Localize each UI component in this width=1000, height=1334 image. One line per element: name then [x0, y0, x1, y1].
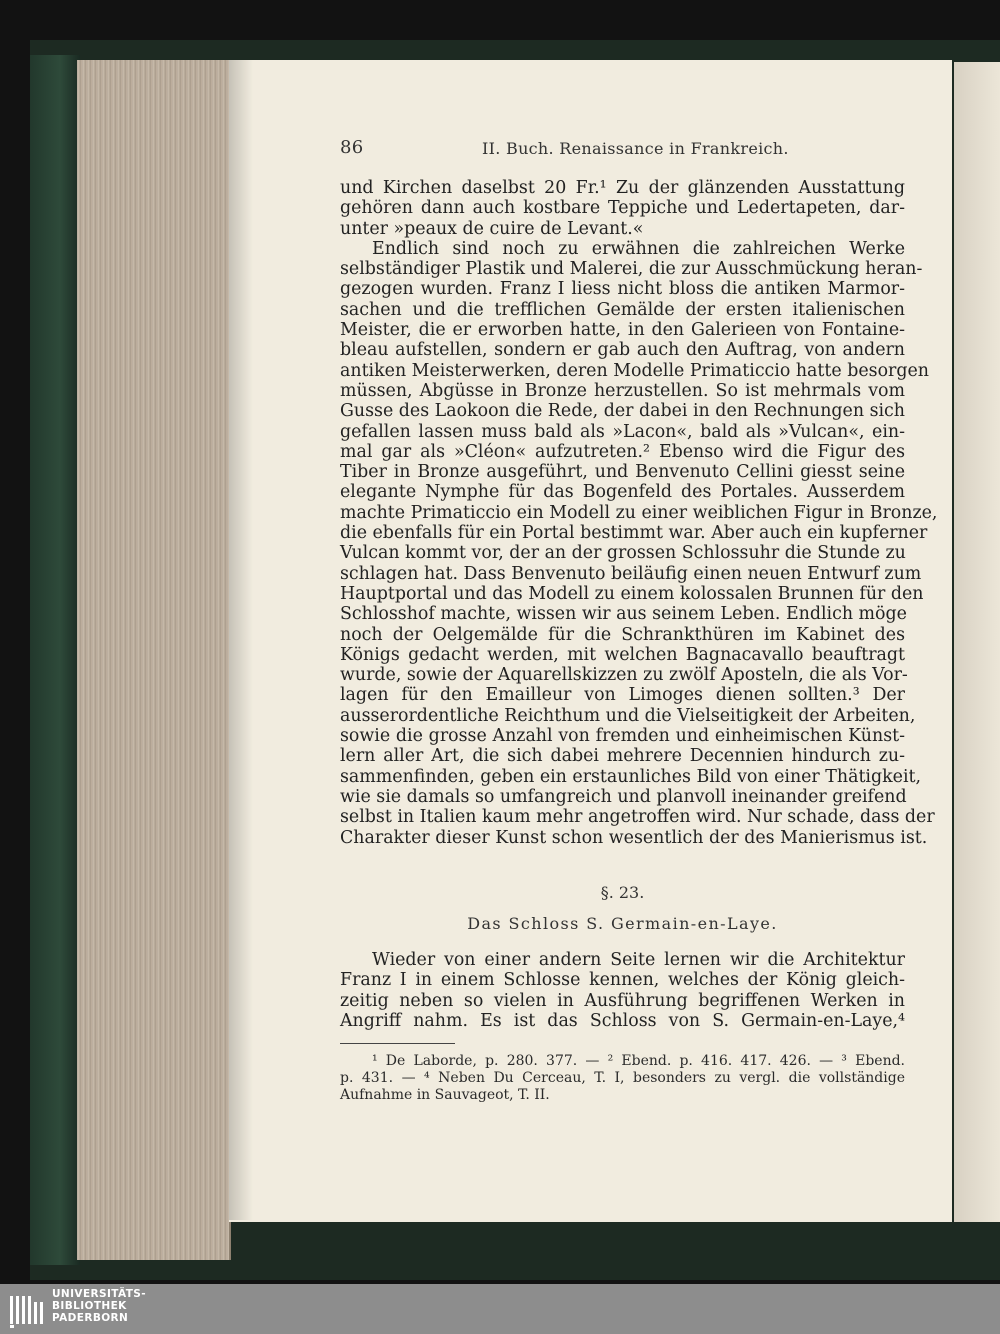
facing-page-edge — [954, 62, 1000, 1222]
page-number: 86 — [340, 137, 364, 158]
library-name-line: BIBLIOTHEK — [52, 1300, 127, 1312]
text-line: lagen für den Emailleur von Limoges dienen sollten.³ Der — [340, 685, 905, 706]
footnote-line: p. 431. — ⁴ Neben Du Cerceau, T. I, besonders zu vergl. die vollständige — [340, 1070, 905, 1086]
text-line: bleau aufstellen, sondern er gab auch den Auftrag, von andern — [340, 340, 905, 361]
text-line: Wieder von einer andern Seite lernen wir die Architektur — [372, 950, 905, 970]
text-line: Meister, die er erworben hatte, in den Galerieen von Fontaine- — [340, 320, 905, 341]
text-line: gezogen wurden. Franz I liess nicht bloss die antiken Marmor- — [340, 279, 905, 300]
text-line: lern aller Art, die sich dabei mehrere Decennien hindurch zu- — [340, 746, 905, 767]
footnote-line: ¹ De Laborde, p. 280. 377. — ² Ebend. p. 416. 417. 426. — ³ Ebend. — [372, 1053, 905, 1069]
text-line: und Kirchen daselbst 20 Fr.¹ Zu der glänzenden Ausstattung — [340, 178, 905, 198]
text-line: müssen, Abgüsse in Bronze herzustellen. So ist mehrmals vom — [340, 380, 905, 401]
text-line: die ebenfalls für ein Portal bestimmt war. Aber auch ein kupferner — [340, 523, 928, 544]
text-line: gefallen lassen muss bald als »Lacon«, bald als »Vulcan«, ein- — [340, 421, 905, 442]
text-line: Vulcan kommt vor, der an der grossen Schlossuhr die Stunde zu — [340, 543, 906, 564]
text-line: selbständiger Plastik und Malerei, die zur Ausschmückung heran- — [340, 259, 923, 280]
text-line: noch der Oelgemälde für die Schrankthüren im Kabinet des — [340, 624, 905, 645]
body-text — [340, 178, 938, 848]
section-number: §. 23. — [600, 883, 645, 902]
library-name-line: UNIVERSITÄTS- — [52, 1288, 147, 1300]
text-line: antiken Meisterwerken, deren Modelle Primaticcio hatte besorgen — [340, 360, 929, 381]
text-line: unter »peaux de cuire de Levant.« — [340, 218, 644, 239]
text-line: Charakter dieser Kunst schon wesentlich der des Manierismus ist. — [340, 827, 928, 848]
text-line: elegante Nymphe für das Bogenfeld des Portales. Ausserdem — [340, 482, 905, 503]
section-body-text — [340, 950, 905, 1031]
text-line: Schlosshof machte, wissen wir aus seinem Leben. Endlich möge — [340, 604, 907, 625]
running-head — [340, 137, 905, 163]
text-line: Angriff nahm. Es ist das Schloss von S. Germain-en-Laye,⁴ — [340, 1010, 905, 1031]
text-line: wurde, sowie der Aquarellskizzen zu zwölf Aposteln, die als Vor- — [340, 665, 908, 686]
text-line: Gusse des Laokoon die Rede, der dabei in den Rechnungen sich — [340, 401, 905, 422]
text-line: wie sie damals so umfangreich und planvoll ineinander greifend — [340, 786, 907, 807]
library-name — [52, 1288, 146, 1324]
text-line: schlagen hat. Dass Benvenuto beiläufig einen neuen Entwurf zum — [340, 563, 922, 584]
library-name-line: PADERBORN — [52, 1312, 129, 1324]
library-barcode-icon — [8, 1292, 46, 1328]
text-line: Hauptportal und das Modell zu einem kolossalen Brunnen für den — [340, 583, 924, 604]
text-line: sammenfinden, geben ein erstaunliches Bild von einer Thätigkeit, — [340, 766, 922, 787]
text-line: Tiber in Bronze ausgeführt, und Benvenuto Cellini giesst seine — [340, 462, 905, 483]
footnotes — [340, 1053, 905, 1104]
text-line: mal gar als »Cléon« aufzutreten.² Ebenso wird die Figur des — [340, 441, 905, 462]
text-line: Endlich sind noch zu erwähnen die zahlreichen Werke — [372, 238, 905, 259]
text-line: gehören dann auch kostbare Teppiche und Ledertapeten, dar- — [340, 198, 905, 219]
text-line: machte Primaticcio ein Modell zu einer weiblichen Figur in Bronze, — [340, 502, 938, 523]
footnote-line: Aufnahme in Sauvageot, T. II. — [340, 1087, 550, 1103]
text-line: zeitig neben so vielen in Ausführung begriffenen Werken in — [340, 990, 905, 1011]
section-title: Das Schloss S. Germain-en-Laye. — [467, 914, 778, 933]
footnote-rule — [340, 1043, 455, 1044]
text-line: ausserordentliche Reichthum und die Vielseitigkeit der Arbeiten, — [340, 705, 916, 726]
text-line: selbst in Italien kaum mehr angetroffen wird. Nur schade, dass der — [340, 807, 935, 828]
library-footer-bar — [0, 1284, 1000, 1334]
text-line: sowie die grosse Anzahl von fremden und einheimischen Künst- — [340, 726, 905, 747]
text-line: Franz I in einem Schlosse kennen, welches der König gleich- — [340, 970, 905, 991]
page-edges — [77, 60, 231, 1260]
text-line: Königs gedacht werden, mit welchen Bagnacavallo beauftragt — [340, 644, 905, 665]
text-line: sachen und die trefflichen Gemälde der ersten italienischen — [340, 299, 905, 320]
book-cover-edge — [30, 55, 80, 1265]
running-title: II. Buch. Renaissance in Frankreich. — [482, 139, 789, 158]
